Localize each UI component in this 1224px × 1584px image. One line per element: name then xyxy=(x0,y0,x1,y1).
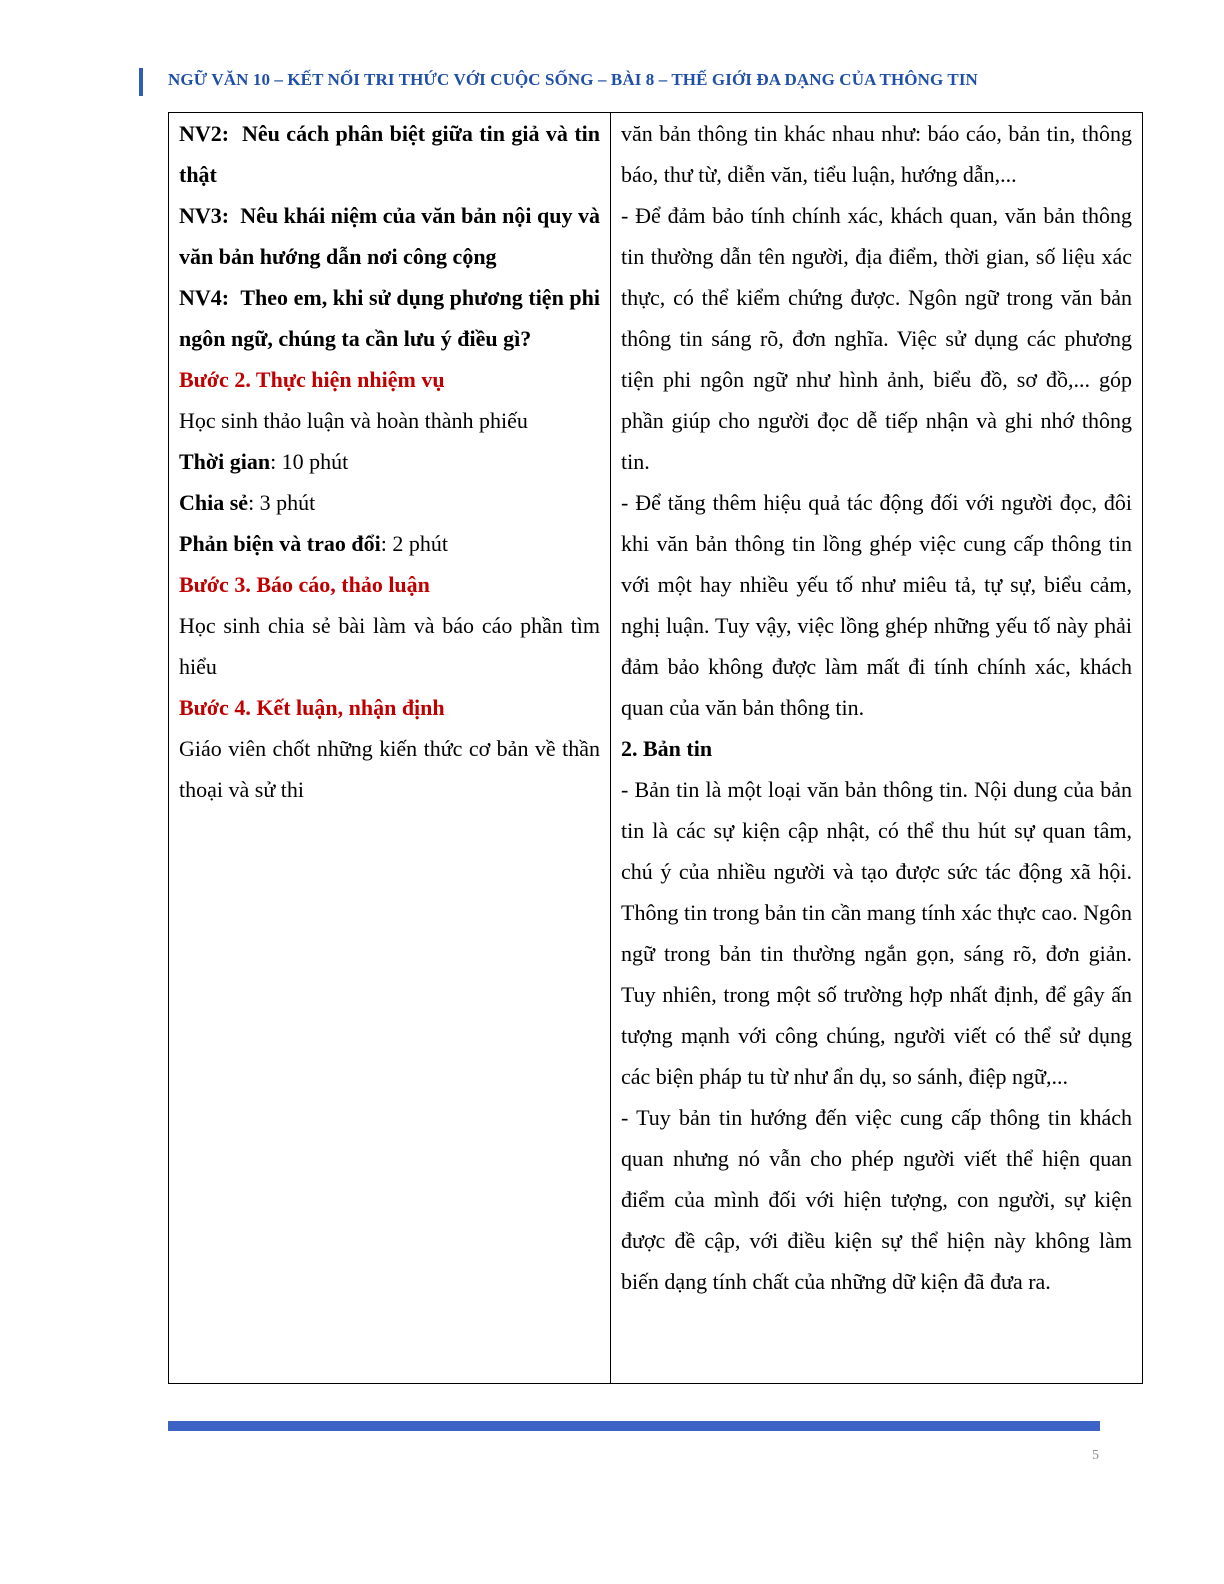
debate-value: : 2 phút xyxy=(380,531,448,556)
task-text: Nêu cách phân biệt giữa tin giả và tin thật xyxy=(179,121,601,187)
debate-label: Phản biện và trao đổi xyxy=(179,531,381,556)
time-value: : 10 phút xyxy=(270,449,349,474)
step3-text: Học sinh chia sẻ bài làm và báo cáo phần tìm hiểu xyxy=(179,613,600,679)
header-title: NGỮ VĂN 10 – KẾT NỐI TRI THỨC VỚI CUỘC SỐNG – BÀI 8 – THẾ GIỚI ĐA DẠNG CỦA THÔNG TIN xyxy=(168,70,978,89)
paragraph: - Để tăng thêm hiệu quả tác động đối với người đọc, đôi khi văn bản thông tin lồng ghép việc cung cấp thông tin với một hay nhiều yếu tố như miêu tả, tự sự, biểu cảm, nghị luận. Tuy vậy, việc lồng ghép những yếu tố này phải đảm bảo không được làm mất đi tính chính xác, khách quan của văn bản thông tin. xyxy=(621,490,1132,720)
paragraph: - Để đảm bảo tính chính xác, khách quan, văn bản thông tin thường dẫn tên người, địa điểm, thời gian, số liệu xác thực, có thể kiểm chứng được. Ngôn ngữ trong văn bản thông tin sáng rõ, đơn nghĩa. Việc sử dụng các phương tiện phi ngôn ngữ như hình ảnh, biểu đồ, sơ đồ,... góp phần giúp cho người đọc dễ tiếp nhận và ghi nhớ thông tin. xyxy=(621,203,1132,474)
header-accent-bar xyxy=(139,68,143,96)
task-label: NV2: xyxy=(179,121,230,146)
task-text: Nêu khái niệm của văn bản nội quy và văn bản hướng dẫn nơi công cộng xyxy=(179,203,600,269)
content-column xyxy=(611,113,1143,1384)
step2-heading: Bước 2. Thực hiện nhiệm vụ xyxy=(179,367,445,392)
time-label: Thời gian xyxy=(179,449,271,474)
paragraph: văn bản thông tin khác nhau như: báo cáo, bản tin, thông báo, thư từ, diễn văn, tiểu luận, hướng dẫn,... xyxy=(621,121,1132,187)
paragraph: - Bản tin là một loại văn bản thông tin. Nội dung của bản tin là các sự kiện cập nhật, có thể thu hút sự quan tâm, chú ý của nhiều người và tạo được sức tác động xã hội. Thông tin trong bản tin cần mang tính xác thực cao. Ngôn ngữ trong bản tin thường ngắn gọn, sáng rõ, đơn giản. Tuy nhiên, trong một số trường hợp nhất định, để gây ấn tượng mạnh với công chúng, người viết có thể sử dụng các biện pháp tu từ như ẩn dụ, so sánh, điệp ngữ,... xyxy=(621,777,1132,1089)
task-nv2 xyxy=(179,113,600,195)
footer-bar xyxy=(168,1421,1100,1431)
task-label: NV3: xyxy=(179,203,230,228)
task-nv3 xyxy=(179,195,600,277)
task-label: NV4: xyxy=(179,285,230,310)
step3-heading: Bước 3. Báo cáo, thảo luận xyxy=(179,572,430,597)
share-allocation xyxy=(179,482,600,523)
page-number: 5 xyxy=(1092,1448,1099,1463)
task-text: Theo em, khi sử dụng phương tiện phi ngôn ngữ, chúng ta cần lưu ý điều gì? xyxy=(179,285,600,351)
debate-allocation xyxy=(179,523,600,564)
time-allocation xyxy=(179,441,600,482)
step4-heading: Bước 4. Kết luận, nhận định xyxy=(179,695,445,720)
share-value: : 3 phút xyxy=(248,490,316,515)
paragraph: - Tuy bản tin hướng đến việc cung cấp thông tin khách quan nhưng nó vẫn cho phép người viết thể hiện quan điểm của mình đối với hiện tượng, con người, sự kiện được đề cập, với điều kiện sự thể hiện này không làm biến dạng tính chất của những dữ kiện đã đưa ra. xyxy=(621,1105,1132,1294)
table-row xyxy=(169,113,1143,1384)
lesson-table xyxy=(168,112,1143,1384)
task-nv4 xyxy=(179,277,600,359)
activity-column xyxy=(169,113,611,1384)
step2-text: Học sinh thảo luận và hoàn thành phiếu xyxy=(179,408,528,433)
step4-text: Giáo viên chốt những kiến thức cơ bản về thần thoại và sử thi xyxy=(179,736,600,802)
section-heading: 2. Bản tin xyxy=(621,736,713,761)
share-label: Chia sẻ xyxy=(179,490,249,515)
